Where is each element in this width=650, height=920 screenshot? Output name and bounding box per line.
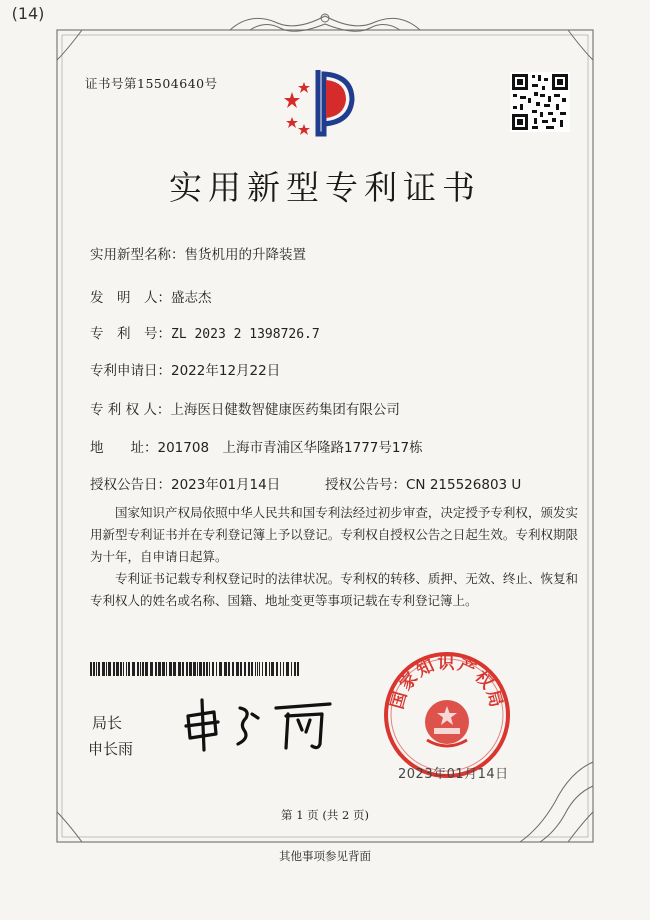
barcode-bar (259, 662, 260, 676)
barcode-bar (224, 662, 227, 676)
barcode-bar (269, 662, 270, 676)
field-grant-date (90, 473, 280, 493)
top-ornament (230, 14, 420, 31)
barcode-bar (162, 662, 165, 676)
field-application-date (90, 359, 280, 379)
barcode-bar (93, 662, 95, 676)
barcode-bar (236, 662, 239, 676)
barcode-bar (193, 662, 196, 676)
field-value: 2022年12月22日 (171, 363, 281, 379)
barcode-bar (106, 662, 107, 676)
qr-code (510, 72, 570, 132)
field-value: 201708 上海市青浦区华隆路1777号17栋 (157, 440, 423, 456)
barcode-bar (283, 662, 284, 676)
legal-paragraph-2: 专利证书记载专利权登记时的法律状况。专利权的转移、质押、无效、终止、恢复和专利权人的姓名或名称、国籍、地址变更等事项记载在专利登记簿上。 (90, 571, 578, 608)
field-patentee (90, 398, 400, 418)
barcode-bar (128, 662, 130, 676)
barcode-bar (132, 662, 135, 676)
field-label: 专 利 号： (90, 326, 171, 342)
barcode-bar (257, 662, 258, 676)
director-signature (180, 694, 340, 754)
barcode-bar (178, 662, 181, 676)
barcode-bar (240, 662, 242, 676)
field-value: 上海医日健数智健康医药集团有限公司 (170, 402, 400, 418)
barcode-bar (140, 662, 141, 676)
barcode-bar (286, 662, 289, 676)
barcode-bar (113, 662, 115, 676)
barcode-bar (232, 662, 234, 676)
barcode-bar (186, 662, 188, 676)
field-value: 2023年01月14日 (171, 477, 281, 493)
back-note: 其他事项参见背面 (279, 849, 371, 863)
certificate-number: 证书号第15504640号 (85, 76, 218, 91)
field-label: 专利申请日： (90, 363, 171, 379)
barcode-bar (90, 662, 92, 676)
seal-date: 2023年01月14日 (398, 767, 509, 782)
legal-paragraph-1: 国家知识产权局依照中华人民共和国专利法经过初步审查，决定授予专利权，颁发实用新型专利证书并在专利登记簿上予以登记。专利权自授权公告之日起生效。专利权期限为十年，自申请日起算。 (90, 505, 578, 564)
handwritten-number-text: (14) (11, 3, 45, 23)
barcode-bar (248, 662, 250, 676)
barcode-bar (182, 662, 184, 676)
barcode-bar (255, 662, 256, 676)
field-label: 地 址： (90, 440, 158, 456)
field-label: 发 明 人： (90, 290, 171, 306)
page-number: 第 1 页 (共 2 页) (281, 808, 369, 822)
certificate-title: 实用新型专利证书 (169, 168, 481, 207)
barcode-bar (262, 662, 263, 676)
barcode-bar (244, 662, 246, 676)
barcode (90, 662, 300, 676)
barcode-bar (265, 662, 267, 676)
seal-text: 国家知识产权局 (387, 653, 507, 712)
barcode-bar (150, 662, 153, 676)
field-label: 授权公告号： (325, 477, 406, 493)
barcode-bar (203, 662, 205, 676)
field-label: 专 利 权 人： (90, 402, 171, 418)
barcode-bar (280, 662, 281, 676)
barcode-bar (155, 662, 157, 676)
barcode-bar (145, 662, 148, 676)
field-label: 实用新型名称： (90, 247, 185, 263)
field-grant-number (325, 473, 521, 493)
barcode-bar (189, 662, 192, 676)
field-label: 授权公告日： (90, 477, 171, 493)
barcode-bar (271, 662, 274, 676)
field-value: CN 215526803 U (406, 477, 522, 493)
barcode-bar (276, 662, 278, 676)
barcode-bar (142, 662, 144, 676)
barcode-bar (96, 662, 97, 676)
barcode-bar (120, 662, 122, 676)
field-value: ZL 2023 2 1398726.7 (171, 327, 320, 342)
barcode-bar (251, 662, 253, 676)
director-name: 申长雨 (88, 740, 134, 758)
barcode-bar (158, 662, 161, 676)
barcode-bar (206, 662, 208, 676)
barcode-bar (219, 662, 222, 676)
barcode-bar (291, 662, 292, 676)
national-emblem-icon (425, 700, 469, 746)
director-title: 局长 (92, 714, 123, 732)
barcode-bar (116, 662, 119, 676)
barcode-bar (297, 662, 299, 676)
barcode-bar (197, 662, 198, 676)
field-address (90, 436, 423, 456)
field-inventor (90, 286, 212, 306)
barcode-bar (173, 662, 176, 676)
barcode-bar (294, 662, 296, 676)
barcode-bar (228, 662, 230, 676)
barcode-bar (199, 662, 202, 676)
barcode-bar (169, 662, 172, 676)
barcode-bar (126, 662, 127, 676)
barcode-bar (123, 662, 124, 676)
barcode-bar (108, 662, 111, 676)
cnipa-logo (282, 62, 362, 142)
field-value: 盛志杰 (171, 290, 212, 306)
field-utility-model-name (90, 243, 306, 263)
barcode-bar (166, 662, 167, 676)
barcode-bar (102, 662, 105, 676)
barcode-bar (209, 662, 210, 676)
barcode-bar (212, 662, 214, 676)
barcode-bar (216, 662, 217, 676)
bottom-ornament (520, 762, 593, 842)
barcode-bar (137, 662, 139, 676)
field-value: 售货机用的升降装置 (184, 247, 306, 263)
barcode-bar (98, 662, 100, 676)
field-patent-number (90, 322, 320, 342)
official-seal (382, 650, 512, 780)
